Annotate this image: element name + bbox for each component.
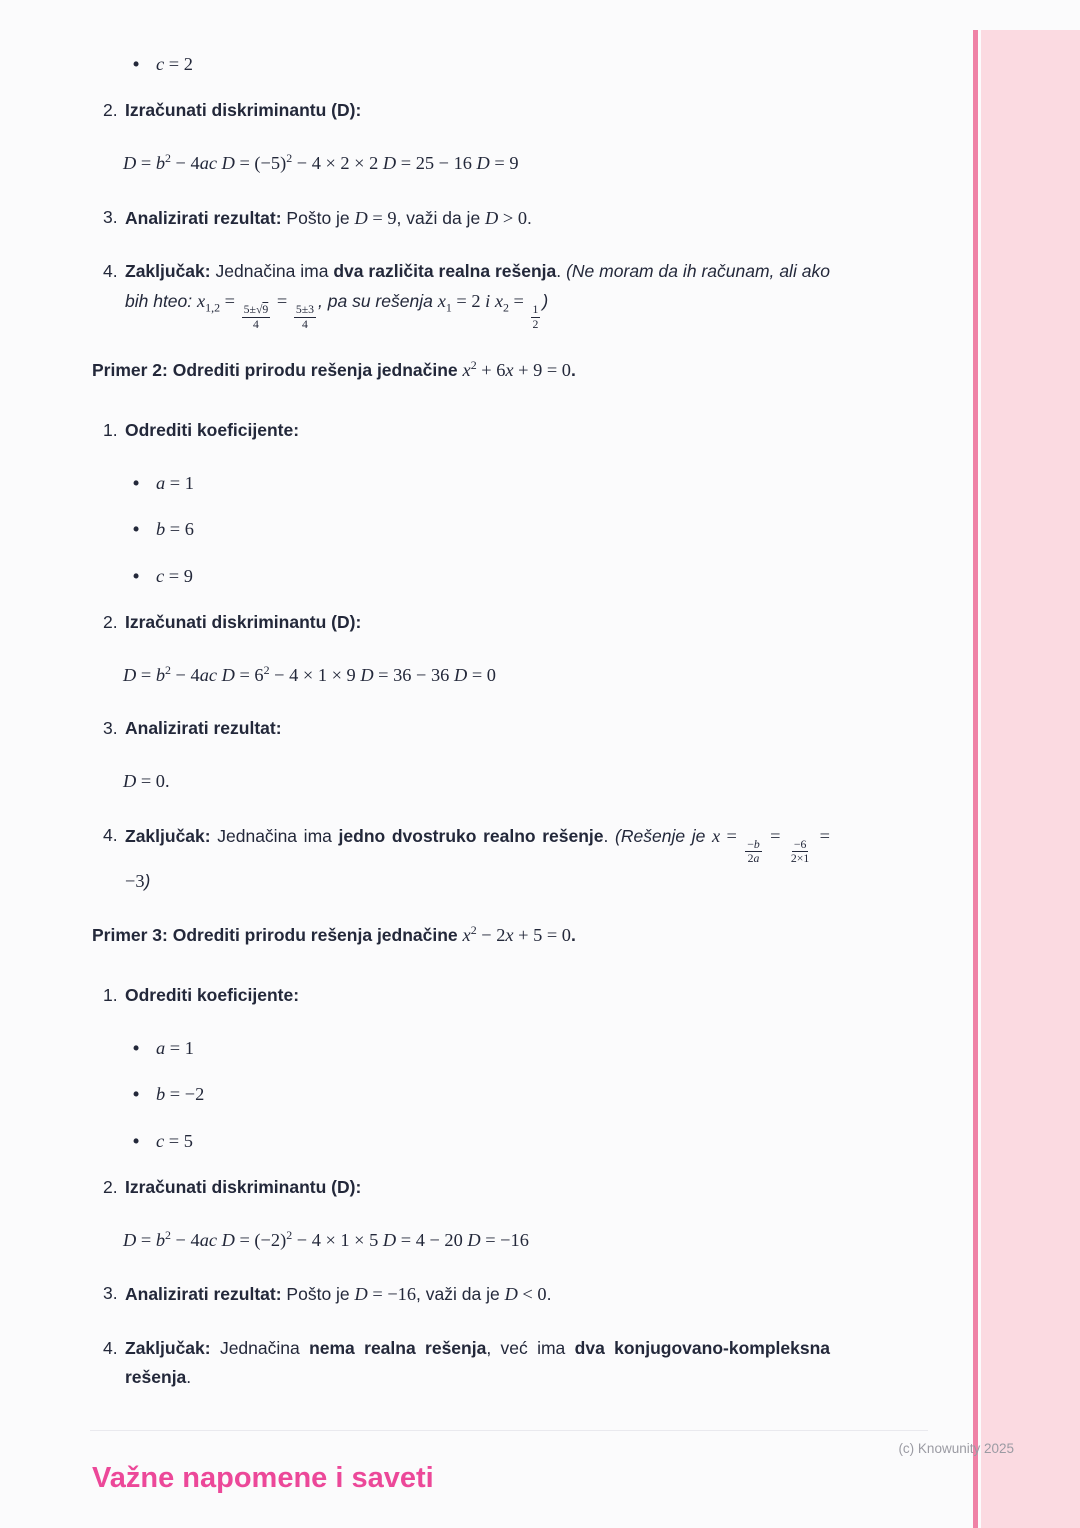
numbered-item (103, 1173, 930, 1202)
bullet-icon: • (133, 519, 140, 540)
text-segment: . (186, 1366, 192, 1387)
fraction-denominator (251, 318, 261, 332)
superscript: 2 (165, 151, 171, 166)
math-token: + 6 (476, 360, 506, 381)
math-line (123, 1226, 930, 1255)
item-content (125, 203, 830, 234)
section-heading: Važne napomene i saveti (92, 1462, 434, 1495)
superscript: 2 (470, 923, 477, 938)
text-segment: (Rešenje je (615, 825, 712, 846)
text-segment: Analizirati rezultat: (125, 207, 282, 228)
section-divider (90, 1430, 928, 1431)
math-token: ac (199, 665, 218, 686)
fraction (745, 838, 762, 866)
math-token: D (382, 153, 397, 174)
math-token: = 9 (489, 153, 519, 174)
math-token: x (197, 291, 206, 312)
math-token: 2×1 (790, 852, 810, 866)
math-token: 5±3 (295, 303, 315, 317)
numbered-item (103, 416, 930, 445)
math-token: b (156, 1084, 166, 1105)
item-content (125, 1279, 830, 1310)
math-token: 2 (747, 852, 754, 866)
math-token: = (−5) (234, 153, 287, 174)
bullet-text (156, 469, 194, 498)
math-segment (505, 1284, 547, 1304)
bullet-item (133, 1080, 930, 1109)
text-segment: Analizirati rezultat: (125, 1284, 282, 1305)
item-number: 3. (103, 1283, 118, 1304)
bullet-icon: • (133, 472, 140, 493)
bullet-text (156, 1034, 194, 1063)
numbered-item (103, 1334, 930, 1392)
fraction-numerator (531, 303, 541, 318)
math-token: D (221, 153, 235, 174)
math-token: = 4 − 20 (396, 1230, 468, 1251)
text-segment: Jednačina ima (210, 825, 339, 846)
math-token: x (462, 360, 471, 381)
item-number: 1. (103, 419, 118, 440)
item-content (125, 1173, 830, 1202)
math-token: x (494, 291, 503, 312)
math-token: = (272, 291, 292, 312)
numbered-item (103, 981, 930, 1010)
math-segment (463, 925, 571, 945)
bullet-item (133, 562, 930, 591)
math-token: 5± (243, 303, 256, 317)
superscript: 2 (263, 662, 270, 677)
bullet-icon: • (133, 565, 140, 586)
math-token: = 5 (164, 1130, 193, 1151)
math-token: = 1 (165, 472, 194, 493)
fraction-denominator (300, 318, 310, 332)
text-segment: (Ne moram da ih računam, ali ako bih hteo: (125, 261, 830, 312)
math-token: x (712, 825, 721, 846)
item-number: 2. (103, 100, 118, 121)
math-token: c (156, 565, 165, 586)
text-segment: Izračunati diskriminantu (D): (125, 1177, 362, 1197)
math-token: 4 (253, 317, 259, 331)
math-token: ac (199, 1230, 218, 1251)
text-segment: Odrediti koeficijente: (125, 419, 300, 440)
bullet-text (156, 1080, 204, 1109)
math-token: − 2 (476, 925, 506, 946)
bullet-item (133, 1127, 930, 1156)
math-token: b (155, 1230, 165, 1251)
math-token: b (156, 519, 166, 540)
math-token: D (354, 1284, 368, 1305)
item-content (125, 96, 830, 125)
math-line (123, 661, 930, 690)
text-segment: , već ima (486, 1337, 575, 1358)
math-token: x (437, 291, 446, 312)
numbered-item (103, 821, 930, 896)
example-heading (92, 920, 930, 951)
bullet-icon: • (133, 1084, 140, 1105)
fraction-numerator (792, 838, 809, 853)
math-token: D (504, 1284, 518, 1305)
text-segment: nema realna rešenja (309, 1337, 487, 1358)
math-segment (463, 360, 571, 380)
text-segment: dva konjugovano-kompleksna rešenja (125, 1337, 831, 1387)
math-line (123, 767, 930, 796)
math-token: − 4 (170, 153, 200, 174)
text-segment: . (546, 1284, 552, 1305)
math-token: x (505, 360, 514, 381)
fraction-numerator (242, 303, 271, 318)
math-token: − 4 (170, 1230, 200, 1251)
subscript: 2 (502, 301, 509, 316)
subscript: 1,2 (205, 301, 221, 316)
math-token: + 9 = 0 (513, 360, 571, 381)
text-segment: Jednačina (210, 1337, 310, 1358)
math-token: D (467, 1230, 481, 1251)
superscript: 2 (286, 1227, 293, 1242)
math-token: 1 (532, 303, 539, 317)
numbered-item (103, 96, 930, 125)
math-token: c (156, 1130, 165, 1151)
math-token: D (123, 153, 137, 174)
item-content (125, 714, 830, 743)
math-token: = 1 (165, 1037, 194, 1058)
numbered-item (103, 1279, 930, 1310)
math-token: b (155, 153, 165, 174)
math-token: D (123, 1230, 137, 1251)
text-segment: Primer 2: Odrediti prirodu rešenja jednačine (92, 360, 463, 381)
numbered-item (103, 203, 930, 234)
bullet-text (156, 1127, 193, 1156)
item-content (125, 981, 830, 1010)
math-segment (355, 208, 397, 228)
math-token: −6 (793, 837, 807, 851)
math-token: a (753, 852, 760, 866)
text-segment: ) (144, 870, 151, 891)
math-token: i (485, 291, 491, 312)
fraction (531, 303, 541, 331)
math-token: − 4 × 2 × 2 (292, 153, 383, 174)
math-token: D (123, 771, 137, 792)
math-token: = 2 (451, 291, 486, 312)
text-segment: Pošto je (281, 207, 355, 228)
text-segment: . (556, 261, 567, 282)
superscript: 2 (286, 151, 293, 166)
text-segment: . (570, 925, 576, 946)
math-segment (355, 1284, 417, 1304)
text-segment: jedno dvostruko realno rešenje (338, 825, 604, 846)
superscript: 2 (165, 1227, 171, 1242)
math-token: 4 (301, 317, 308, 331)
math-token: = −2 (165, 1084, 205, 1105)
bullet-item (133, 469, 930, 498)
text-segment: Zaključak: (125, 825, 211, 846)
math-token: = (−2) (234, 1230, 287, 1251)
math-token: = −16 (480, 1230, 529, 1251)
subscript: 1 (445, 301, 452, 316)
math-segment (437, 291, 543, 331)
text-segment: . (603, 825, 616, 846)
text-segment: Primer 3: Odrediti prirodu rešenja jednačine (92, 925, 463, 946)
radical-sign: √ (255, 303, 263, 317)
math-token: = (136, 665, 156, 686)
math-token: = 25 − 16 (396, 153, 477, 174)
text-segment: . (570, 360, 576, 381)
math-token: c (156, 54, 165, 74)
math-token: − 4 (170, 665, 200, 686)
fraction-numerator (294, 303, 316, 318)
fraction-denominator (746, 852, 762, 866)
superscript: 2 (470, 358, 477, 373)
bullet-item (133, 1034, 930, 1063)
text-segment: Izračunati diskriminantu (D): (125, 100, 362, 121)
fraction (242, 303, 271, 331)
math-segment (197, 291, 318, 331)
text-segment: , važi da je (416, 1284, 505, 1305)
math-token: = 0. (136, 771, 170, 792)
math-token: − 4 × 1 × 5 (292, 1230, 383, 1251)
item-number: 3. (103, 206, 118, 227)
math-token: x (462, 925, 471, 946)
item-content (125, 608, 830, 637)
fraction-numerator (745, 838, 762, 853)
math-token: − (747, 837, 754, 851)
item-content (125, 257, 830, 331)
math-token: D (485, 207, 499, 228)
math-token: = (136, 1230, 156, 1251)
math-token: = (508, 291, 529, 312)
math-token: − 4 × 1 × 9 (269, 665, 361, 686)
numbered-item (103, 714, 930, 743)
bullet-item (133, 515, 930, 544)
math-segment (485, 208, 527, 228)
math-token: = (136, 153, 156, 174)
radicand: 9 (262, 303, 269, 317)
item-number: 4. (103, 261, 118, 282)
item-number: 4. (103, 1337, 118, 1358)
math-token: b (155, 665, 165, 686)
math-token: + 5 = 0 (513, 925, 571, 946)
text-segment: Zaključak: (125, 261, 211, 282)
math-token: = 9 (164, 565, 193, 586)
math-token: = 9 (367, 207, 397, 228)
item-number: 1. (103, 984, 118, 1005)
math-token: = −16 (367, 1284, 417, 1305)
math-token: = 6 (234, 665, 264, 686)
math-token: D (476, 153, 490, 174)
text-segment: Izračunati diskriminantu (D): (125, 612, 362, 632)
math-token: a (156, 1037, 166, 1058)
bullet-icon: • (133, 54, 140, 74)
bullet-text (156, 562, 193, 591)
math-token: = (720, 825, 744, 846)
bullet-text (156, 515, 194, 544)
superscript: 2 (165, 662, 171, 677)
item-number: 2. (103, 1177, 118, 1197)
text-segment: . (527, 207, 532, 228)
math-token: D (123, 665, 137, 686)
math-token: D (221, 665, 235, 686)
text-segment: Analizirati rezultat: (125, 718, 282, 739)
math-token: > 0 (498, 207, 528, 228)
copyright-text: (c) Knowunity 2025 (898, 1441, 1014, 1456)
math-token: = (763, 825, 787, 846)
math-token: 2 (532, 317, 539, 331)
math-token: ac (199, 153, 218, 174)
math-token: = 0 (467, 665, 496, 686)
item-number: 2. (103, 612, 118, 632)
math-token: = 6 (165, 519, 194, 540)
math-line (123, 149, 930, 178)
example-heading (92, 355, 930, 386)
item-number: 3. (103, 718, 118, 739)
bullet-icon: • (133, 1037, 140, 1058)
math-token: = (220, 291, 240, 312)
text-segment: Odrediti koeficijente: (125, 984, 300, 1005)
math-token: b (753, 837, 760, 851)
text-segment: ) (542, 291, 549, 312)
math-token: a (156, 472, 166, 493)
math-token: D (221, 1230, 235, 1251)
bullet-icon: • (133, 1130, 140, 1151)
bullet-item (133, 50, 930, 79)
numbered-item (103, 608, 930, 637)
math-token: = 2 (164, 54, 193, 74)
math-token: = −3 (125, 825, 831, 891)
math-token: x (505, 925, 514, 946)
fraction (789, 838, 811, 866)
text-segment: Pošto je (281, 1284, 355, 1305)
math-token: < 0 (517, 1284, 547, 1305)
fraction-denominator (531, 318, 541, 332)
fraction (294, 303, 316, 331)
math-token: D (382, 1230, 397, 1251)
bullet-text (156, 50, 193, 79)
numbered-item (103, 257, 930, 331)
item-content (125, 416, 830, 445)
item-content (125, 821, 830, 896)
math-token: D (360, 665, 374, 686)
text-segment: Jednačina ima (210, 261, 334, 282)
text-segment: , pa su rešenja (318, 291, 438, 312)
math-token: = 36 − 36 (373, 665, 454, 686)
text-segment: dva različita realna rešenja (333, 261, 557, 282)
text-segment: , važi da je (396, 207, 486, 228)
math-token: D (354, 207, 368, 228)
item-number: 4. (103, 824, 118, 845)
fraction-denominator (789, 852, 811, 866)
text-segment: Zaključak: (125, 1337, 211, 1358)
math-token: D (453, 665, 468, 686)
item-content (125, 1334, 830, 1392)
